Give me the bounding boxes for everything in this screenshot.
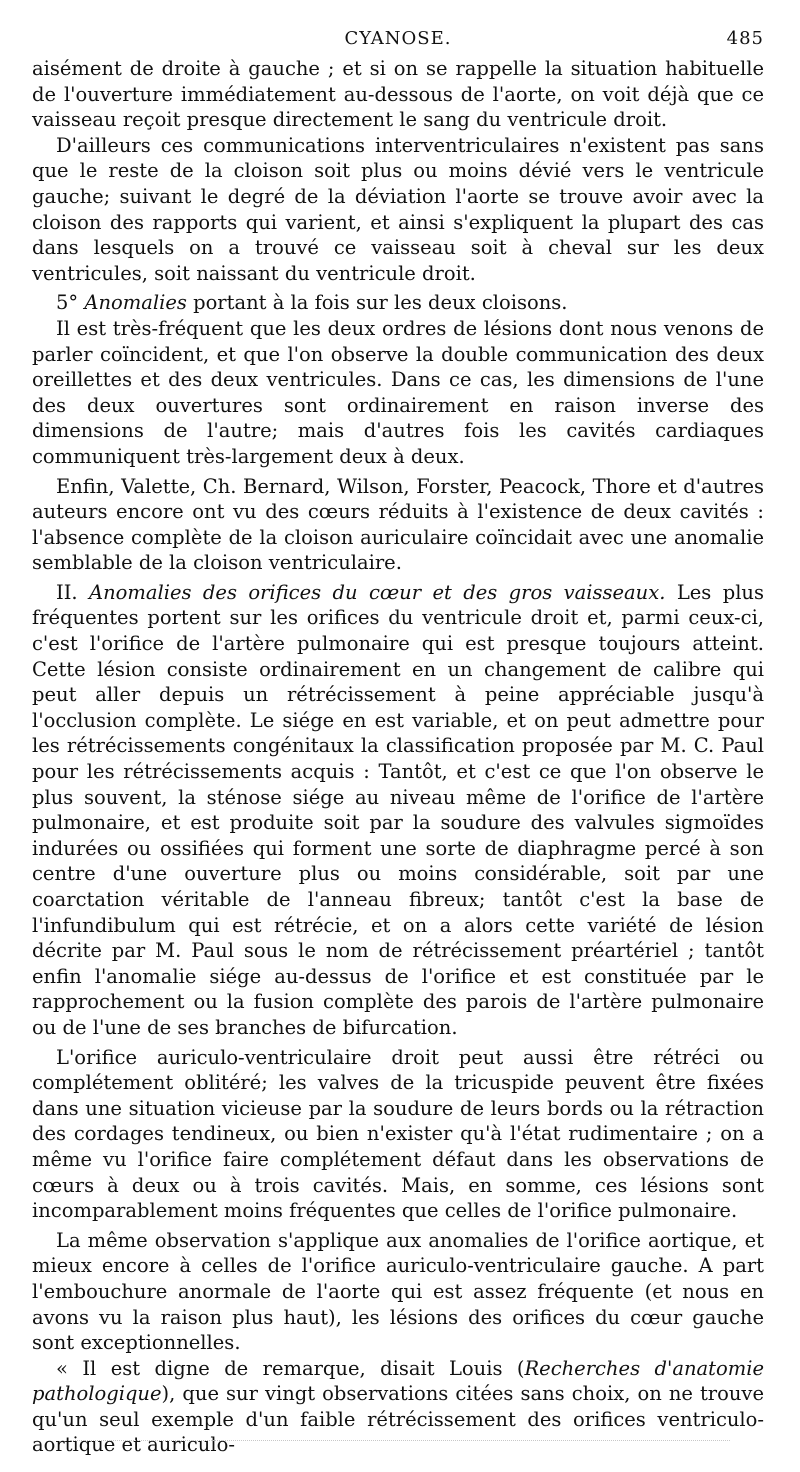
paragraph-continuation: [32, 56, 764, 133]
running-head: [32, 28, 764, 56]
scan-specks: [70, 1440, 730, 1447]
paragraph-text: Il est très-fréquent que les deux ordres de lésions dont nous venons de parler coïncident, et que l'on observe la double communication des deux oreillettes et des deux ventricules. Dans ce cas, les dimensions de l'une des deux ouvertures sont ordinairement en raison inverse des dimensions de l'autre; mais d'autres fois les cavités cardiaques communiquent très-largement deux à deux.: [32, 316, 764, 468]
paragraph-text: Enfin, Valette, Ch. Bernard, Wilson, Forster, Peacock, Thore et d'autres auteurs encore ont vu des cœurs réduits à l'existence de deux cavités : l'absence complète de la cloison auriculaire coïncidait avec une anomalie semblable de la cloison ventriculaire.: [32, 474, 764, 575]
body-text: [32, 56, 764, 1458]
section-title-italic: Anomalies: [84, 291, 187, 315]
paragraph-text: D'ailleurs ces communications interventriculaires n'existent pas sans que le reste de la cloison soit plus ou moins dévié vers le ventricule gauche; suivant le degré de la déviation l'aorte se trouve avoir avec la cloison des rapports qui varient, et ainsi s'expliquent la plupart des cas dans lesquels on a trouvé ce vaisseau soit à cheval sur les deux ventricules, soit naissant du ventricule droit.: [32, 133, 764, 285]
section-heading-5: [32, 290, 764, 316]
paragraph-tricuspid: [32, 1045, 764, 1224]
section-heading-ii: [32, 580, 764, 1041]
paragraph-text: Les plus fréquentes portent sur les orifices du ventricule droit et, parmi ceux-ci, c'est l'orifice de l'artère pulmonaire qui est presque toujours atteint. Cette lésion consiste ordinairement en un changement de calibre qui peut aller depuis un rétrécissement à peine appréciable jusqu'à l'occlusion complète. Le siége en est variable, et on peut admettre pour les rétrécissements congénitaux la classification proposée par M. C. Paul pour les rétrécissements acquis : Tantôt, et c'est ce que l'on observe le plus souvent, la sténose siége au niveau même de l'orifice de l'artère pulmonaire, et est produite soit par la soudure des valvules sigmoïdes indurées ou ossifiées qui forment une sorte de diaphragme percé à son centre d'une ouverture plus ou moins considérable, soit par une coarctation véritable de l'anneau fibreux; tantôt c'est la base de l'infundibulum qui est rétrécie, et on a alors cette variété de lésion décrite par M. Paul sous le nom de rétrécissement préartériel ; tantôt enfin l'anomalie siége au-dessus de l'orifice et est constituée par le rapprochement ou la fusion complète des parois de l'artère pulmonaire ou de l'une de ses branches de bifurcation.: [32, 580, 764, 1039]
running-title: CYANOSE.: [344, 28, 452, 49]
paragraph-text: « Il est digne de remarque, disait Louis (: [56, 1356, 525, 1380]
paragraph-text: La même observation s'applique aux anomalies de l'orifice aortique, et mieux encore à celles de l'orifice auriculo-ventriculaire gauche. A part l'embouchure anormale de l'aorte qui est assez fréquente (et nous en avons vu la raison plus haut), les lésions des orifices du cœur gauche sont exceptionnelles.: [32, 1228, 764, 1355]
paragraph-text: L'orifice auriculo-ventriculaire droit peut aussi être rétréci ou complétement oblitéré; les valves de la tricuspide peuvent être fixées dans une situation vicieuse par la soudure de leurs bords ou la rétraction des cordages tendineux, ou bien n'exister qu'à l'état rudimentaire ; on a même vu l'orifice faire complétement défaut dans les observations de cœurs à deux ou à trois cavités. Mais, en somme, ces lésions sont incomparablement moins fréquentes que celles de l'orifice pulmonaire.: [32, 1045, 764, 1223]
section-number: 5°: [56, 291, 85, 315]
paragraph-text: ), que sur vingt observations citées sans choix, on ne trouve qu'un seul exemple d'un faible rétrécissement des orifices ventriculo-aortique et auriculo-: [32, 1382, 764, 1457]
book-page: [32, 28, 764, 1458]
paragraph-septum-deviation: [32, 133, 764, 287]
paragraph-text: aisément de droite à gauche ; et si on se rappelle la situation habituelle de l'ouverture immédiatement au-dessous de l'aorte, on voit déjà que ce vaisseau reçoit presque directement le sang du ventricule droit.: [32, 57, 764, 132]
paragraph-double-communication: [32, 316, 764, 470]
paragraph-aortic-orifice: [32, 1228, 764, 1356]
section-title-italic: Anomalies des orifices du cœur et des gros vaisseaux.: [89, 580, 666, 604]
page-number: 485: [726, 28, 764, 49]
section-title-rest: portant à la fois sur les deux cloisons.: [186, 291, 568, 315]
section-number: II.: [56, 580, 90, 604]
paragraph-two-cavities: [32, 474, 764, 576]
citation-title-italic: Recherches d'anatomie pathologique: [32, 1356, 764, 1406]
